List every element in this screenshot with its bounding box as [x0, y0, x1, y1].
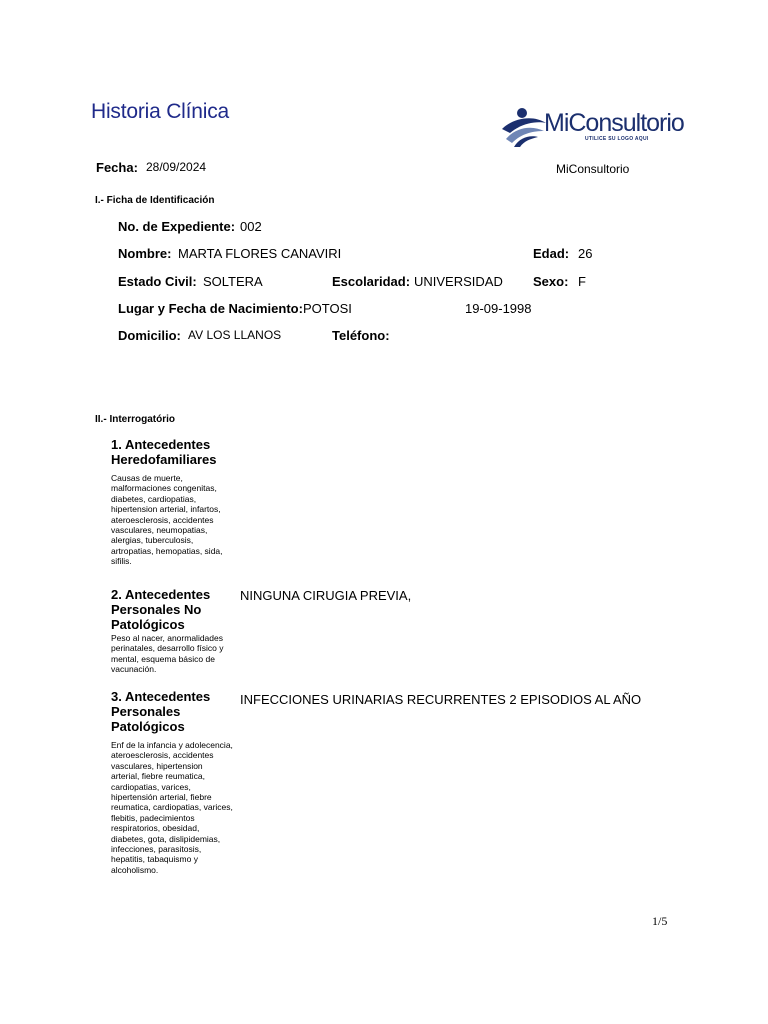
fecha-value: 28/09/2024	[146, 160, 207, 174]
nombre-value: MARTA FLORES CANAVIRI	[178, 246, 342, 261]
antecedente-3-title: 3. Antecedentes Personales Patológicos	[111, 689, 211, 734]
expediente-label: No. de Expediente:	[118, 219, 236, 234]
estado-civil-value: SOLTERA	[203, 274, 263, 289]
escolaridad-value: UNIVERSIDAD	[414, 274, 503, 289]
domicilio-value: AV LOS LLANOS	[188, 328, 282, 342]
expediente-value: 002	[240, 219, 262, 234]
page-title: Historia Clínica	[91, 100, 230, 123]
escolaridad-label: Escolaridad:	[332, 274, 411, 289]
edad-label: Edad:	[533, 246, 570, 261]
telefono-label: Teléfono:	[332, 328, 390, 343]
clinic-logo	[500, 103, 684, 149]
domicilio-label: Domicilio:	[118, 328, 181, 343]
fecha-label: Fecha:	[96, 160, 138, 175]
page-number: 1/5	[652, 914, 668, 928]
antecedente-1-title: 1. Antecedentes Heredofamiliares	[111, 437, 217, 467]
clinic-name: MiConsultorio	[556, 162, 630, 176]
sexo-value: F	[578, 274, 586, 289]
logo-figure-icon	[500, 103, 548, 149]
nacimiento-label: Lugar y Fecha de Nacimiento:	[118, 301, 303, 316]
sexo-label: Sexo:	[533, 274, 569, 289]
estado-civil-label: Estado Civil:	[118, 274, 197, 289]
antecedente-1-description: Causas de muerte, malformaciones congenitas, diabetes, cardiopatias, hipertension arterial, infartos, ateroesclerosis, accidentes vasculares, neumopatias, alergias, tuberculosis, artropatias, hemopatias, sida, sifilis.	[111, 473, 223, 567]
antecedente-2-value: NINGUNA CIRUGIA PREVIA,	[240, 588, 412, 603]
logo-subtext: UTILICE SU LOGO AQUI	[585, 136, 649, 142]
antecedente-2-description: Peso al nacer, anormalidades perinatales, desarrollo físico y mental, esquema básico de vacunación.	[111, 633, 224, 675]
nombre-label: Nombre:	[118, 246, 172, 261]
section-interrogatorio-title: II.- Interrogatório	[95, 414, 175, 425]
logo-text: MiConsultorio	[544, 109, 684, 137]
antecedente-2-title: 2. Antecedentes Personales No Patológicos	[111, 587, 211, 632]
nacimiento-lugar: POTOSI	[303, 301, 352, 316]
antecedente-3-description: Enf de la infancia y adolecencia, ateroesclerosis, accidentes vasculares, hipertension arterial, fiebre reumatica, cardiopatias, varices, hipertensión arterial, fiebre reumatica, cardiopatias, varices, flebitis, padecimientos respiratorios, obesidad, diabetes, gota, dislipidemias, infecciones, parasitosis, hepatitis, tabaquismo y alcoholismo.	[111, 740, 233, 875]
section-identificacion-title: I.- Ficha de Identificación	[95, 195, 215, 206]
antecedente-3-value: INFECCIONES URINARIAS RECURRENTES 2 EPISODIOS AL AÑO	[240, 692, 642, 707]
edad-value: 26	[578, 246, 593, 261]
nacimiento-fecha: 19-09-1998	[465, 301, 532, 316]
